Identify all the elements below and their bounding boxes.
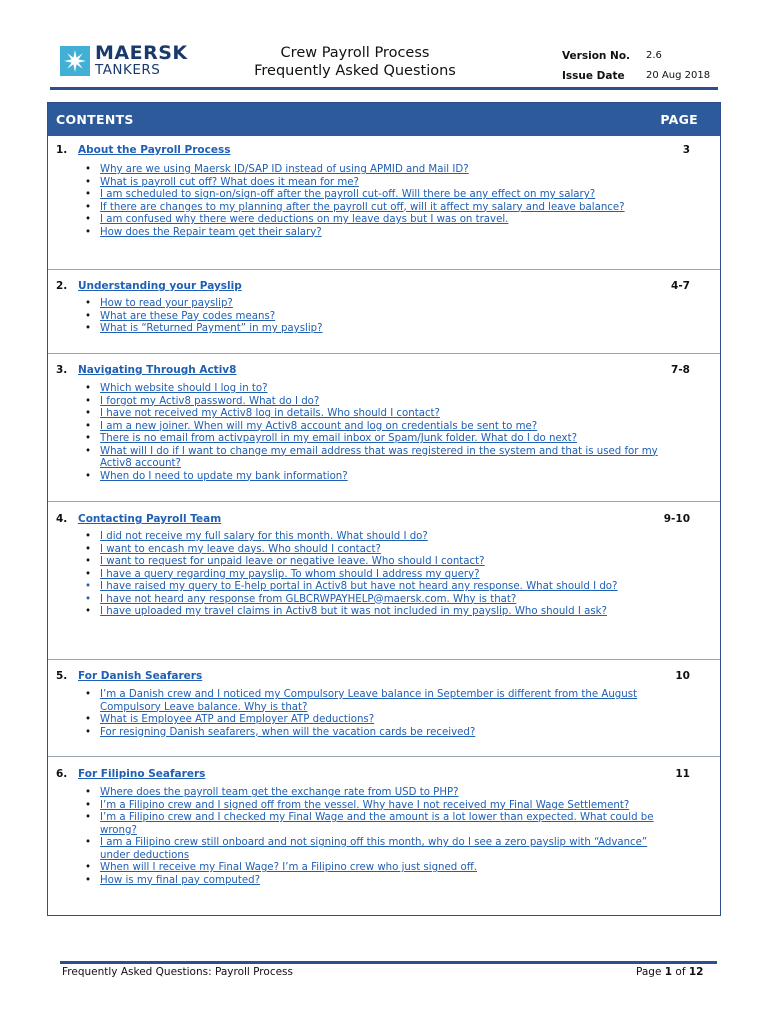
version-value: 2.6 — [646, 50, 662, 61]
maersk-star-icon — [60, 46, 90, 76]
toc-link[interactable]: • I forgot my Activ8 password. What do I do? — [100, 396, 660, 409]
toc-link[interactable]: • I have raised my query to E-help portal in Activ8 but have not heard any response. What should I do? — [100, 581, 660, 594]
section-page: 7-8 — [671, 364, 690, 376]
toc-link[interactable]: • I did not receive my full salary for this month. What should I do? — [100, 531, 660, 544]
toc-link[interactable]: • Why are we using Maersk ID/SAP ID instead of using APMID and Mail ID? — [100, 164, 660, 177]
toc-link[interactable]: • There is no email from activpayroll in my email inbox or Spam/Junk folder. What do I do next? — [100, 433, 660, 446]
brand-line-1: MAERSK — [95, 42, 188, 64]
section-number: 1. — [56, 144, 68, 156]
toc-link[interactable]: • I am confused why there were deductions on my leave days but I was on travel. — [100, 214, 660, 227]
toc-link[interactable]: • For resigning Danish seafarers, when will the vacation cards be received? — [100, 727, 660, 740]
section-divider — [48, 659, 720, 660]
toc-link[interactable]: • I have not received my Activ8 log in details. Who should I contact? — [100, 408, 660, 421]
toc-link[interactable]: • I’m a Filipino crew and I signed off from the vessel. Why have I not received my Final Wage Settlement? — [100, 800, 660, 813]
page-heading: PAGE — [660, 112, 698, 127]
toc-link[interactable]: • I am a Filipino crew still onboard and not signing off this month, why do I see a zero payslip with “Advance” under deductions — [100, 837, 660, 862]
section-page: 10 — [675, 670, 690, 682]
footer-title: Frequently Asked Questions: Payroll Process — [62, 966, 293, 978]
toc-link[interactable]: • What is Employee ATP and Employer ATP deductions? — [100, 714, 660, 727]
brand-line-2: TANKERS — [95, 62, 161, 78]
version-label: Version No. — [562, 50, 631, 62]
section-divider — [48, 756, 720, 757]
toc-link[interactable]: • Which website should I log in to? — [100, 383, 660, 396]
document-title — [230, 44, 480, 80]
document-header — [0, 0, 768, 90]
section-link[interactable]: For Filipino Seafarers — [78, 768, 206, 780]
toc-link[interactable]: • I am a new joiner. When will my Activ8 account and log on credentials be sent to me? — [100, 421, 660, 434]
toc-link[interactable]: • I have uploaded my travel claims in Activ8 but it was not included in my payslip. Who should I ask? — [100, 606, 660, 619]
toc-link[interactable]: • Where does the payroll team get the exchange rate from USD to PHP? — [100, 787, 660, 800]
contents-table — [47, 102, 721, 916]
header-divider — [50, 87, 718, 90]
section-number: 4. — [56, 513, 68, 525]
section-link[interactable]: Understanding your Payslip — [78, 280, 242, 292]
toc-link[interactable]: • How to read your payslip? — [100, 298, 660, 311]
toc-link[interactable]: • I have a query regarding my payslip. To whom should I address my query? — [100, 569, 660, 582]
page-total: 12 — [688, 966, 704, 978]
issue-date-label: Issue Date — [562, 70, 625, 82]
section-link[interactable]: About the Payroll Process — [78, 144, 231, 156]
toc-link[interactable]: • How is my final pay computed? — [100, 875, 660, 888]
section-link[interactable]: For Danish Seafarers — [78, 670, 203, 682]
toc-link[interactable]: • I’m a Danish crew and I noticed my Compulsory Leave balance in September is different from the August Compulsory Leave balance. Why is that? — [100, 689, 660, 714]
toc-link[interactable]: • What is payroll cut off? What does it mean for me? — [100, 177, 660, 190]
contents-heading: CONTENTS — [56, 112, 134, 127]
section-link[interactable]: Contacting Payroll Team — [78, 513, 222, 525]
toc-link[interactable]: • I want to request for unpaid leave or negative leave. Who should I contact? — [100, 556, 660, 569]
toc-link[interactable]: • What will I do if I want to change my email address that was registered in the system and that is used for my Activ8 account? — [100, 446, 660, 471]
page-mid: of — [672, 966, 689, 978]
brand-wordmark — [95, 44, 188, 78]
section-number: 2. — [56, 280, 68, 292]
toc-link[interactable]: • When do I need to update my bank information? — [100, 471, 660, 484]
contents-header — [48, 103, 720, 136]
document-meta — [562, 50, 726, 90]
footer-divider — [60, 961, 717, 964]
section-divider — [48, 353, 720, 354]
page-number — [636, 966, 704, 978]
toc-link[interactable]: • How does the Repair team get their salary? — [100, 227, 660, 240]
section-page: 11 — [675, 768, 690, 780]
toc-link[interactable]: • I want to encash my leave days. Who should I contact? — [100, 544, 660, 557]
section-link[interactable]: Navigating Through Activ8 — [78, 364, 237, 376]
toc-link[interactable]: • I am scheduled to sign-on/sign-off after the payroll cut-off. Will there be any effect on my salary? — [100, 189, 660, 202]
section-divider — [48, 269, 720, 270]
toc-link[interactable]: • I have not heard any response from GLBCRWPAYHELP@maersk.com. Why is that? — [100, 594, 660, 607]
toc-link[interactable]: • I’m a Filipino crew and I checked my Final Wage and the amount is a lot lower than expected. What could be wrong? — [100, 812, 660, 837]
section-divider — [48, 501, 720, 502]
section-number: 5. — [56, 670, 68, 682]
section-page: 9-10 — [663, 513, 690, 525]
document-title-line-1: Crew Payroll Process — [280, 45, 430, 61]
section-number: 3. — [56, 364, 68, 376]
section-page: 3 — [682, 144, 690, 156]
toc-link[interactable]: • If there are changes to my planning after the payroll cut off, will it affect my salary and leave balance? — [100, 202, 660, 215]
toc-link[interactable]: • When will I receive my Final Wage? I’m a Filipino crew who just signed off. — [100, 862, 660, 875]
document-title-line-2: Frequently Asked Questions — [254, 63, 456, 79]
section-number: 6. — [56, 768, 68, 780]
issue-date-value: 20 Aug 2018 — [646, 70, 711, 81]
toc-link[interactable]: • What are these Pay codes means? — [100, 311, 660, 324]
page-current: 1 — [664, 966, 673, 978]
section-page: 4-7 — [671, 280, 690, 292]
toc-link[interactable]: • What is “Returned Payment” in my payslip? — [100, 323, 660, 336]
page-prefix: Page — [636, 966, 665, 978]
